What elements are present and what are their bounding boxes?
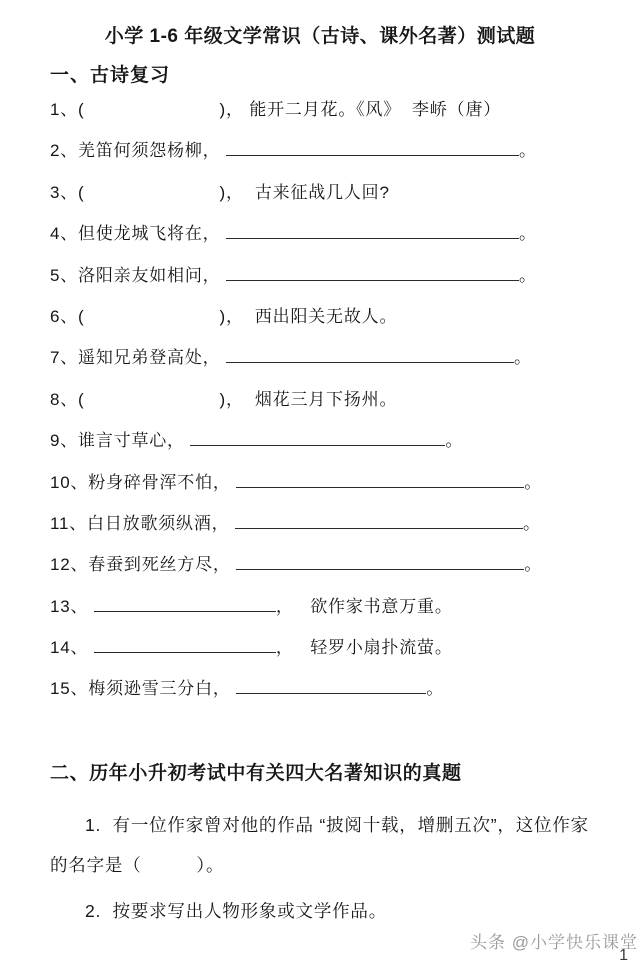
- question-text: 11、白日放歌须纵酒，: [50, 513, 235, 533]
- question-text: 。: [518, 224, 537, 244]
- question-text: 4、但使龙城飞将在，: [50, 224, 226, 244]
- question-text: 6、(: [50, 306, 85, 326]
- question-line-3: [50, 172, 590, 213]
- answer-blank-underline: [226, 346, 514, 363]
- question-line-14: [50, 627, 590, 668]
- question-text: 。: [518, 141, 537, 161]
- question-text: 。: [426, 679, 445, 699]
- question-line-7: [50, 337, 590, 378]
- question-line-10: [50, 462, 590, 503]
- question-text: 8、(: [50, 389, 85, 409]
- question-text: 。: [513, 348, 532, 368]
- question-text: 14、: [50, 638, 94, 658]
- question-line-2: [50, 130, 590, 171]
- question-text: 5、洛阳亲友如相问，: [50, 265, 226, 285]
- question-text: )， 古来征战几人回?: [219, 182, 390, 202]
- question-text: 10、粉身碎骨浑不怕，: [50, 472, 237, 492]
- question-text: 12、春蚕到死丝方尽，: [50, 555, 237, 575]
- answer-blank-paren: [85, 99, 220, 115]
- question-text: 。: [445, 431, 464, 451]
- question-line-4: [50, 213, 590, 254]
- question-text: 1、(: [50, 100, 85, 119]
- question-text: 15、梅须逊雪三分白，: [50, 679, 237, 699]
- question-line-6: [50, 296, 590, 337]
- answer-blank-underline: [226, 222, 519, 239]
- section-2-heading: 二、历年小升初考试中有关四大名著知识的真题: [50, 762, 462, 784]
- question-text: 7、遥知兄弟登高处，: [50, 348, 226, 368]
- section-1-heading: 一、古诗复习: [50, 65, 171, 86]
- question-text: )， 能开二月花。《风》 李峤（唐）: [219, 100, 502, 119]
- poem-question-list: [50, 89, 590, 710]
- answer-blank-paren: [85, 182, 220, 198]
- question-line-1: [50, 89, 590, 130]
- question-line-15: [50, 668, 590, 709]
- question-line-9: [50, 420, 590, 461]
- answer-blank-underline: [236, 553, 524, 570]
- question-line-11: [50, 503, 590, 544]
- question-text: ， 欲作家书意万重。: [275, 596, 453, 616]
- question-text: 9、谁言寸草心，: [50, 431, 191, 451]
- page-title: 小学 1-6 年级文学常识（古诗、课外名著）测试题: [104, 26, 536, 47]
- answer-blank-paren: [85, 306, 220, 322]
- question-text: ， 轻罗小扇扑流萤。: [275, 638, 453, 658]
- question-line-8: [50, 379, 590, 420]
- question-text: 13、: [50, 596, 94, 616]
- answer-blank-underline: [190, 429, 445, 446]
- answer-blank-underline: [236, 470, 524, 487]
- section-2-question-1-line-1: 1. 有一位作家曾对他的作品 “披阅十载，增删五次”，这位作家: [85, 814, 589, 835]
- page-number: 1: [619, 947, 628, 964]
- answer-blank-underline: [226, 139, 519, 156]
- answer-blank-underline: [94, 595, 276, 612]
- answer-blank-underline: [236, 677, 426, 694]
- answer-blank-underline: [226, 263, 519, 280]
- section-2-question-1-line-2: 的名字是（ ）。: [50, 854, 225, 875]
- answer-blank-paren: [85, 389, 220, 405]
- question-text: )， 西出阳关无故人。: [219, 306, 398, 326]
- section-2-question-2: 2. 按要求写出人物形象或文学作品。: [85, 900, 388, 921]
- question-line-12: [50, 544, 590, 585]
- question-text: 3、(: [50, 182, 85, 202]
- question-text: 2、羌笛何须怨杨柳，: [50, 141, 226, 161]
- question-line-13: [50, 586, 590, 627]
- answer-blank-underline: [235, 512, 523, 529]
- question-text: 。: [518, 265, 537, 285]
- question-text: 。: [522, 513, 541, 533]
- answer-blank-underline: [94, 636, 276, 653]
- watermark: 头条 @小学快乐课堂: [470, 933, 638, 952]
- question-line-5: [50, 255, 590, 296]
- question-text: 。: [524, 472, 543, 492]
- question-text: 。: [524, 555, 543, 575]
- question-text: )， 烟花三月下扬州。: [219, 389, 398, 409]
